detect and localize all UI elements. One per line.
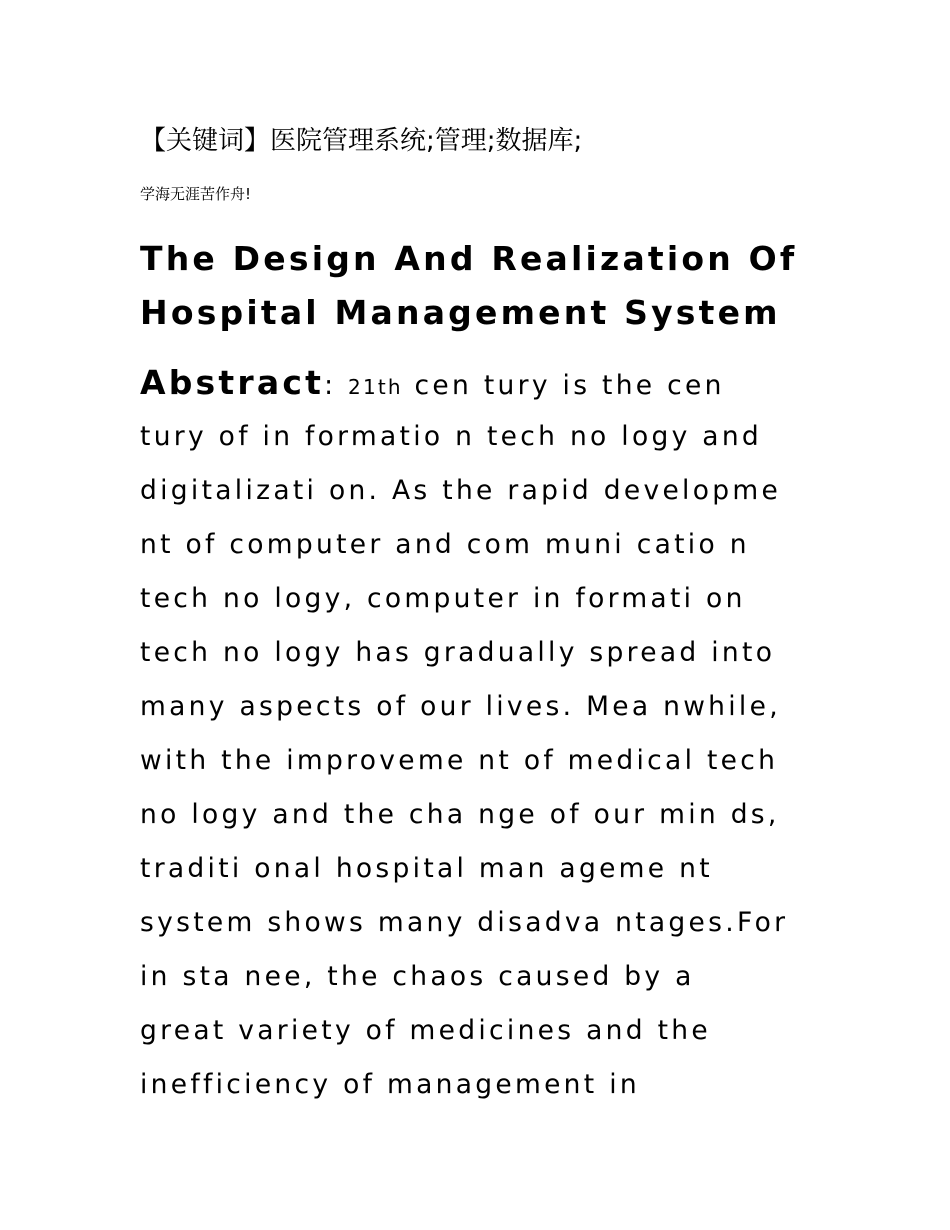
abstract-line: tury of in formatio n tech no logy and [140, 421, 763, 452]
abstract-label: Abstract [140, 363, 325, 402]
abstract-line: many aspects of our lives. Mea nwhile, [140, 691, 781, 722]
abstract-colon: : [324, 370, 337, 401]
abstract-line: nt of computer and com muni catio n [140, 529, 750, 560]
title-line-1: The Design And Realization Of [140, 239, 798, 278]
keywords-line: 【关键词】医院管理系统;管理;数据库; [140, 126, 583, 156]
abstract-line: great variety of medicines and the [140, 1015, 711, 1046]
title-line-2: Hospital Management System [140, 293, 781, 332]
abstract-line: traditi onal hospital man ageme nt [140, 853, 713, 884]
abstract-line: digitalizati on. As the rapid developme [140, 475, 782, 506]
abstract-paragraph [140, 356, 860, 1112]
abstract-line: system shows many disadva ntages.For [140, 907, 789, 938]
motto-line: 学海无涯苦作舟! [140, 185, 252, 203]
abstract-line-text: cen tury is the cen [414, 370, 725, 401]
abstract-line: with the improveme nt of medical tech [140, 745, 779, 776]
abstract-line: in sta nee, the chaos caused by a [140, 961, 695, 992]
english-title [140, 232, 840, 340]
abstract-line [140, 356, 860, 410]
abstract-line: inefficiency of management in [140, 1069, 640, 1100]
abstract-line: no logy and the cha nge of our min ds, [140, 799, 780, 830]
abstract-line: tech no logy, computer in formati on [140, 583, 746, 614]
abstract-line: tech no logy has gradually spread into [140, 637, 776, 668]
abstract-first-word: 21th [348, 375, 403, 399]
